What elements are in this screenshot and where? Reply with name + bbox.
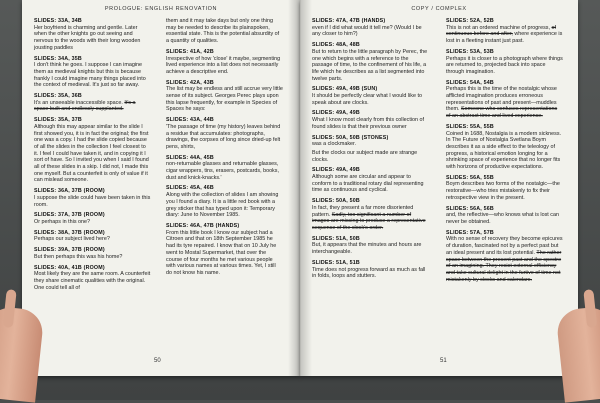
slide-reference: SLIDES: 42A, 43B: [166, 79, 214, 86]
slide-reference: SLIDES: 39A, 37B (ROOM): [34, 247, 105, 254]
paragraph-text: The list may be endless and still accrue very little sense of its subject. Georges Perec plays upon this lapse frequently, for example in Species of Spaces he says:: [166, 86, 283, 113]
struck-text: Sadly, too significant a number of images are missing to produce a representative sequence of the clock's order.: [312, 211, 426, 231]
paragraph-text: Coined in 1688, Nostalgia is a modern sickness. In The Future of Nostalgia Svetlana Boym describes it as a side effect to the teleology of progress, a historical emotion longing for a shrinking space of experience that no longer fits with horizons of productive expectations.: [446, 130, 562, 171]
page-number-right: 51: [440, 358, 447, 364]
slide-reference: SLIDES: 47A, 47B (HANDS): [312, 18, 386, 24]
body-paragraph: [312, 150, 429, 163]
body-paragraph: [166, 18, 283, 45]
body-paragraph: [312, 174, 429, 194]
slide-reference: SLIDES: 37A, 37B (ROOM): [34, 212, 105, 219]
body-paragraph: [312, 141, 429, 148]
left-page-header: PROLOGUE: ENGLISH RENOVATION: [104, 6, 218, 12]
slide-reference: SLIDES: 41A, 42B: [166, 48, 214, 55]
slide-reference: SLIDES: 43A, 44B: [166, 117, 214, 124]
paragraph-text: In fact, they present a far more disoriented pattern.: [312, 204, 414, 218]
slide-reference: SLIDES: 55A, 55B: [446, 123, 494, 130]
slide-reference: SLIDES: 56A, 55B: [446, 174, 494, 181]
body-paragraph: [312, 49, 429, 83]
paragraph-text: I suppose the slide could have been taken in this room.: [34, 194, 151, 208]
slide-reference: SLIDES: 46A, 47B (HANDS): [166, 222, 240, 229]
slide-reference: SLIDES: 49A, 49B: [312, 167, 360, 174]
slide-reference: SLIDES: 33A, 34B: [34, 18, 82, 24]
body-paragraph: [34, 62, 151, 89]
page-number-left: 50: [154, 358, 161, 364]
body-paragraph: [446, 212, 563, 225]
paragraph-text: With no sense of recovery they become epicures of duration, fascinated not by a perfect past but an ideal present and its lost potential.: [446, 236, 563, 256]
paragraph-text: It should be perfectly clear what I would like to speak about are clocks.: [312, 93, 422, 106]
paragraph-text: Her boyfriend is charming and gentle. Later when the other knights go out seeing and nervous to the woods with their long wooden jousting paddles: [34, 24, 141, 51]
right-page-header: COPY / COMPLEX: [411, 6, 467, 12]
slide-reference: SLIDES: 51A, 51B: [312, 259, 360, 266]
body-paragraph: [34, 100, 151, 113]
paragraph-text: Along with the collection of slides I am showing you I found a diary. It is a little red book with a grey sticker that has typed upon it: Temporary diary: June to November 1985.: [166, 192, 279, 219]
paragraph-text: It's an unseeable inaccessible space.: [34, 99, 123, 106]
open-book: [22, 0, 578, 376]
slide-reference: SLIDES: 44A, 45B: [166, 154, 214, 161]
body-paragraph: [446, 86, 563, 120]
paragraph-text: What I know most clearly from this collection of found slides is that their previous owner: [312, 117, 425, 130]
slide-reference: SLIDES: 35A, 37B: [34, 117, 82, 124]
paragraph-text: Perhaps it is closer to a photograph where things are returned to, projected back into space through imagination.: [446, 55, 563, 75]
body-paragraph: [446, 25, 563, 45]
body-paragraph: [166, 124, 283, 151]
paragraph-text: Perhaps this is the time of the nostalgic whose afflicted imagination produces erroneous representations of past and present—muddles them.: [446, 86, 557, 113]
paragraph-text: Boym describes two forms of the nostalgic—the restorative—who tries mistakenly to fix their retrospective view in the present.: [446, 181, 560, 201]
right-column-1: [312, 18, 429, 282]
paragraph-text: was a clockmaker.: [312, 141, 357, 148]
body-paragraph: [34, 236, 151, 243]
paragraph-text: Although this may appear similar to the slide I first showed you, it is in fact the original; the first one was a copy. I had the slide copied because of all the slides in the collection I feel closest to it. I feel I could have taken it, and in copying it I sort of have. So I invited you when I said I found all of these slides in a skip. I did not, I made this one myself. But a counterfeit is only of value if it can mislead someone.: [34, 123, 149, 184]
slide-reference: SLIDES: 52A, 52B: [446, 18, 494, 24]
paragraph-text: From this little book I know our subject had a Citroen and that on 18th September 1985 he had its tyre repaired. I know that on 10 July he went to Mostal Supermarket, that over the course of four months he met various people with various names at various times. Yet, I still do not know his name.: [166, 229, 277, 276]
body-paragraph: [34, 25, 151, 52]
paragraph-text: Perhaps our subject lived here?: [34, 236, 110, 243]
paragraph-text: even if I did what would it tell me? (Would I be any closer to him?): [312, 24, 422, 38]
slide-reference: SLIDES: 40A, 41B (ROOM): [34, 264, 105, 271]
slide-reference: SLIDES: 48A, 48B: [312, 42, 360, 49]
slide-reference: SLIDES: 54A, 54B: [446, 79, 494, 86]
body-paragraph: [312, 117, 429, 130]
body-paragraph: [34, 219, 151, 226]
body-paragraph: [34, 254, 151, 261]
paragraph-text: and, the reflective—who knows what is lost can never be obtained.: [446, 212, 559, 225]
slide-reference: SLIDES: 50A, 50B (STONES): [312, 134, 389, 141]
paragraph-text: them and it may take days but only one thing may be needed to describe its plainspoken, essential state. This is the potential absurdity of a quantity of qualities.: [166, 18, 280, 45]
left-column-1: [34, 18, 151, 293]
paragraph-text: But the clocks our subject made are strange clocks.: [312, 149, 418, 163]
paragraph-text: But to return to the little paragraph by Perec, the one which begins with a reference to the passage of time, to the confinement of his life, a life which he describes as a list segmented into twelve parts.: [312, 48, 428, 82]
paragraph-text: Although some are circular and appear to conform to a traditional rotary dial representing time as continuous and cyclical.: [312, 174, 424, 194]
slide-reference: SLIDES: 51A, 50B: [312, 235, 360, 242]
slide-reference: SLIDES: 45A, 46B: [166, 185, 214, 192]
slide-reference: SLIDES: 35A, 36B: [34, 93, 82, 100]
body-paragraph: [34, 271, 151, 291]
struck-text: of continuous before and after,: [446, 24, 556, 38]
body-paragraph: [166, 161, 283, 181]
struck-text: Someone who confuses representations of an abstract time and lived experience.: [446, 106, 558, 120]
slide-reference: SLIDES: 38A, 37B (ROOM): [34, 229, 105, 236]
slide-reference: SLIDES: 34A, 35B: [34, 55, 82, 62]
body-paragraph: [446, 236, 563, 283]
body-paragraph: [166, 192, 283, 219]
paragraph-text: 'The passage of time (my history) leaves behind a residue that accumulates: photographs, drawings, the corpses of long since dried-up felt pens, shirts,: [166, 123, 281, 150]
paragraph-text: Irrespective of how 'close' it maybe, segmenting lived experience into a list does not necessarily achieve a descriptive end.: [166, 55, 281, 75]
slide-reference: SLIDES: 50A, 50B: [312, 198, 360, 205]
body-paragraph: [446, 131, 563, 171]
slide-reference: SLIDES: 57A, 57B: [446, 229, 494, 236]
slide-reference: SLIDES: 49A, 49B (SUN): [312, 86, 378, 93]
body-paragraph: [312, 267, 429, 280]
paragraph-text: But, it appears that the minutes and hours are interchangeable.: [312, 242, 422, 256]
paragraph-tail-text: where experience is lost in a fleeting instant just past.: [446, 31, 563, 45]
right-page: [300, 0, 578, 376]
body-paragraph: [34, 195, 151, 208]
body-paragraph: [446, 181, 563, 201]
body-paragraph: [312, 242, 429, 255]
body-paragraph: [312, 93, 429, 106]
right-column-2: [446, 18, 563, 285]
paragraph-text: Most likely they are the same room. A counterfeit they share cinematic qualities with the original. One could tell all of: [34, 271, 151, 291]
paragraph-text: non-returnable glasses and returnable glasses, cigar wrappers, tins, erasers, postcards, books, dust and knick-knacks.': [166, 161, 279, 181]
body-paragraph: [312, 25, 429, 38]
paragraph-text: But then perhaps this was his home?: [34, 253, 123, 260]
slide-reference: SLIDES: 53A, 53B: [446, 48, 494, 55]
struck-text: It's a space built and endlessly supplanted.: [34, 99, 136, 113]
body-paragraph: [166, 230, 283, 277]
paragraph-text: Or perhaps in this one?: [34, 218, 91, 225]
body-paragraph: [312, 205, 429, 232]
left-column-2: [166, 18, 283, 279]
paragraph-text: Time does not progress forward as much as fall in folds, loops and stutters.: [312, 266, 426, 280]
slide-reference: SLIDES: 36A, 37B (ROOM): [34, 188, 105, 195]
body-paragraph: [166, 56, 283, 76]
slide-reference: SLIDES: 49A, 49B: [312, 110, 360, 117]
left-page: [22, 0, 300, 376]
body-paragraph: [166, 86, 283, 113]
slide-reference: SLIDES: 56A, 56B: [446, 205, 494, 212]
body-paragraph: [34, 124, 151, 184]
struck-text: The rather space between the present past and the spectre of an imagining. They resist external efficiency and take cultural delight in the furtive of time not mistakenly by clocks and calendars.: [446, 249, 562, 283]
paragraph-text: This is not an ordered machine of progress,: [446, 24, 550, 31]
body-paragraph: [446, 56, 563, 76]
paragraph-text: I don't think he goes. I suppose I can imagine them as medieval knights but this is because frankly I could imagine many things placed into the context of medieval. It's just so far away.: [34, 62, 146, 89]
